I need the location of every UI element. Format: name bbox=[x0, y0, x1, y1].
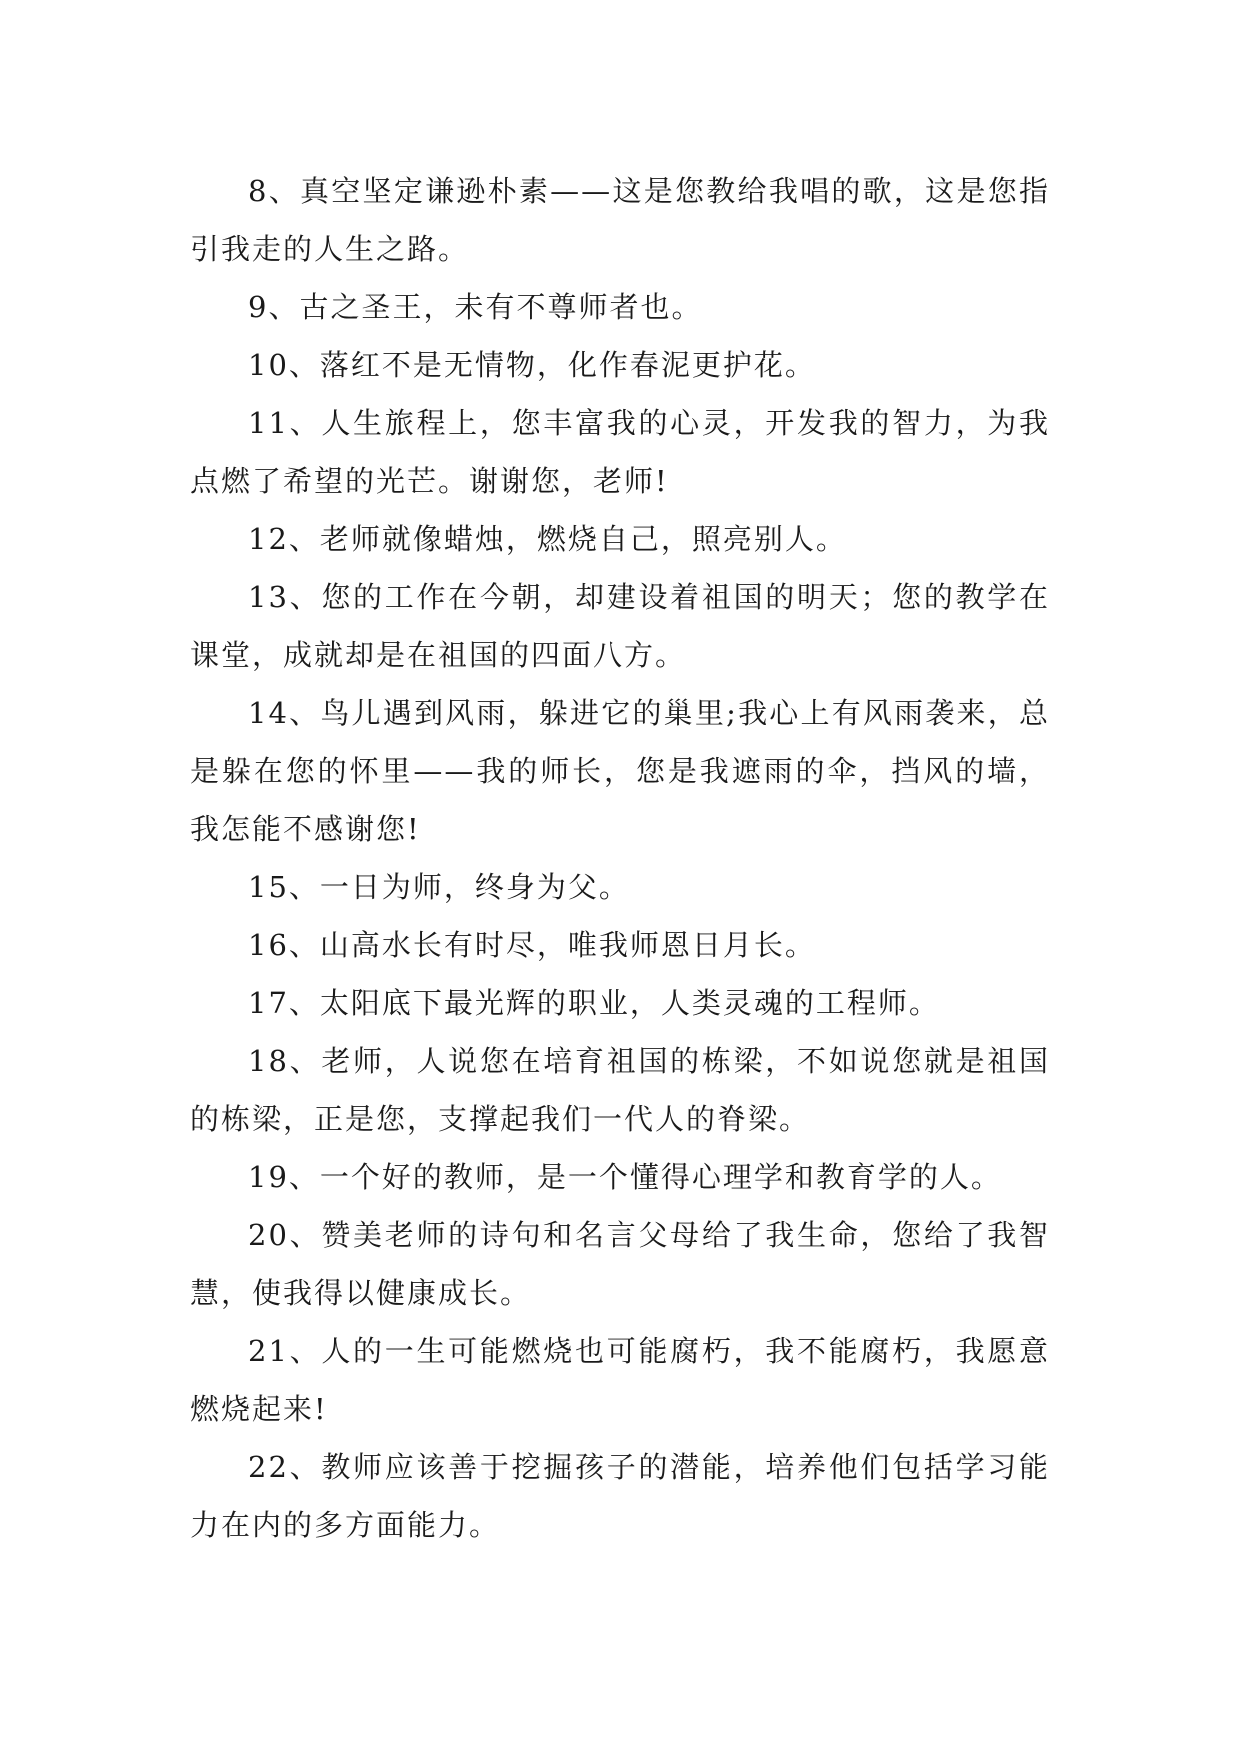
paragraph-18: 18、老师，人说您在培育祖国的栋梁，不如说您就是祖国的栋梁，正是您，支撑起我们一代人的脊梁。 bbox=[190, 1044, 1050, 1136]
document-body bbox=[190, 162, 1050, 1554]
paragraph-20: 20、赞美老师的诗句和名言父母给了我生命，您给了我智慧，使我得以健康成长。 bbox=[190, 1218, 1050, 1310]
paragraph-10: 10、落红不是无情物，化作春泥更护花。 bbox=[248, 348, 816, 382]
paragraph-11: 11、人生旅程上，您丰富我的心灵，开发我的智力，为我点燃了希望的光芒。谢谢您，老师! bbox=[190, 406, 1050, 498]
paragraph-14: 14、鸟儿遇到风雨，躲进它的巢里;我心上有风雨袭来，总是躲在您的怀里——我的师长，您是我遮雨的伞，挡风的墙，我怎能不感谢您! bbox=[190, 696, 1050, 846]
paragraph-21: 21、人的一生可能燃烧也可能腐朽，我不能腐朽，我愿意燃烧起来! bbox=[190, 1334, 1050, 1426]
paragraph-9: 9、古之圣王，未有不尊师者也。 bbox=[248, 290, 703, 324]
paragraph-12: 12、老师就像蜡烛，燃烧自己，照亮别人。 bbox=[248, 522, 847, 556]
paragraph-22: 22、教师应该善于挖掘孩子的潜能，培养他们包括学习能力在内的多方面能力。 bbox=[190, 1450, 1050, 1542]
paragraph-15: 15、一日为师，终身为父。 bbox=[248, 870, 630, 904]
paragraph-8: 8、真空坚定谦逊朴素——这是您教给我唱的歌，这是您指引我走的人生之路。 bbox=[190, 174, 1050, 266]
paragraph-16: 16、山高水长有时尽，唯我师恩日月长。 bbox=[248, 928, 816, 962]
paragraph-17: 17、太阳底下最光辉的职业，人类灵魂的工程师。 bbox=[248, 986, 940, 1020]
paragraph-19: 19、一个好的教师，是一个懂得心理学和教育学的人。 bbox=[248, 1160, 1002, 1194]
paragraph-13: 13、您的工作在今朝，却建设着祖国的明天；您的教学在课堂，成就却是在祖国的四面八方。 bbox=[190, 580, 1050, 672]
